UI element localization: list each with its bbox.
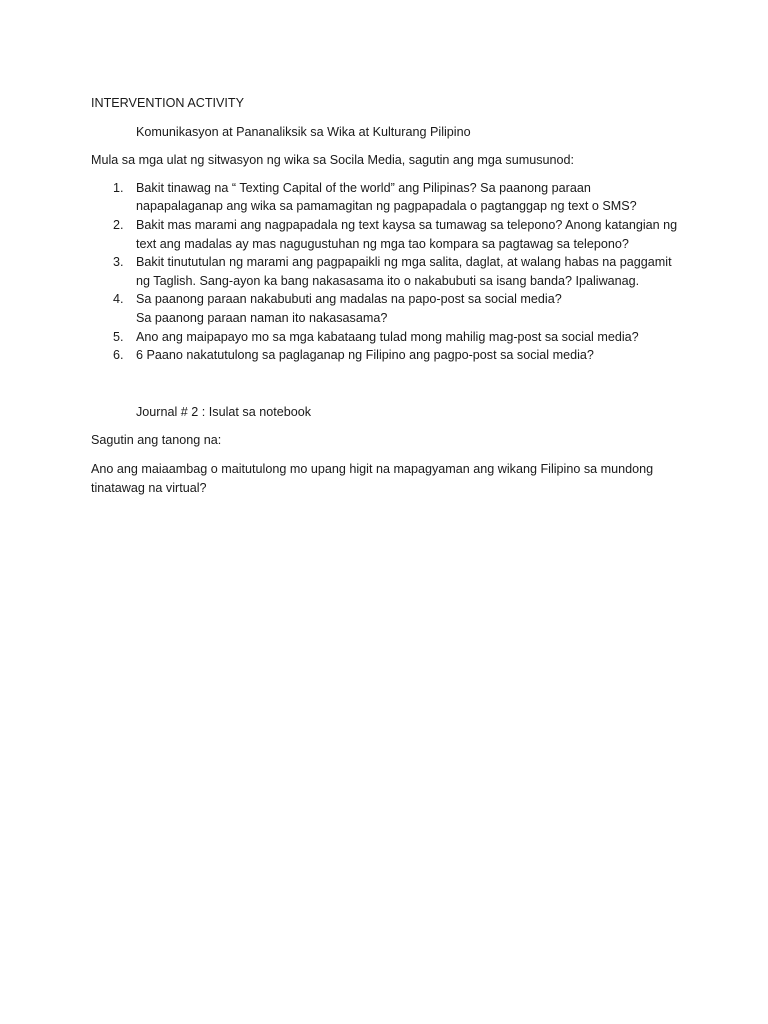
document-title: INTERVENTION ACTIVITY [91,96,245,110]
instructions-text: Mula sa mga ulat ng sitwasyon ng wika sa Socila Media, sagutin ang mga sumusunod: [91,153,575,168]
question-item-5 [91,328,681,347]
question-line: Bakit tinututulan ng marami ang pagpapaikli ng mga salita, daglat, at walang habas na paggamit [136,255,672,270]
journal-instruction: Sagutin ang tanong na: [91,433,222,448]
question-line: Ano ang maipapayo mo sa mga kabataang tulad mong mahilig mag-post sa social media? [136,329,639,344]
question-line: text ang madalas ay mas nagugustuhan ng mga tao kompara sa pagtawag sa telepono? [136,236,629,251]
question-line: Bakit tinawag na “ Texting Capital of the world” ang Pilipinas? Sa paanong paraan [136,180,591,195]
question-number: 3. [113,255,124,270]
journal-question [91,460,681,497]
question-item-4 [91,290,681,327]
question-line: Bakit mas marami ang nagpapadala ng text kaysa sa tumawag sa telepono? Anong katangian ng [136,217,678,232]
question-number: 4. [113,292,124,307]
question-line: napapalaganap ang wika sa pamamagitan ng pagpapadala o pagtanggap ng text o SMS? [136,199,637,214]
question-line: ng Taglish. Sang-ayon ka bang nakasasama ito o nakabubuti sa isang banda? Ipaliwanag. [136,273,640,288]
journal-question-line: tinatawag na virtual? [91,480,207,495]
question-item-1 [91,179,681,216]
questions-list [91,179,681,365]
question-line: Sa paanong paraan nakabubuti ang madalas na papo-post sa social media? [136,292,562,307]
question-line: Sa paanong paraan naman ito nakasasama? [136,310,388,325]
journal-heading: Journal # 2 : Isulat sa notebook [136,404,312,419]
document-body [91,94,681,497]
question-line: 6 Paano nakatutulong sa paglaganap ng Filipino ang pagpo-post sa social media? [136,348,594,363]
journal-question-line: Ano ang maiaambag o maitutulong mo upang higit na mapagyaman ang wikang Filipino sa mundong [91,461,654,476]
question-item-2 [91,216,681,253]
question-number: 5. [113,329,124,344]
question-number: 6. [113,348,124,363]
question-number: 1. [113,180,124,195]
question-item-3 [91,253,681,290]
question-item-6 [91,346,681,365]
question-number: 2. [113,217,124,232]
document-subtitle: Komunikasyon at Pananaliksik sa Wika at Kulturang Pilipino [136,124,471,139]
